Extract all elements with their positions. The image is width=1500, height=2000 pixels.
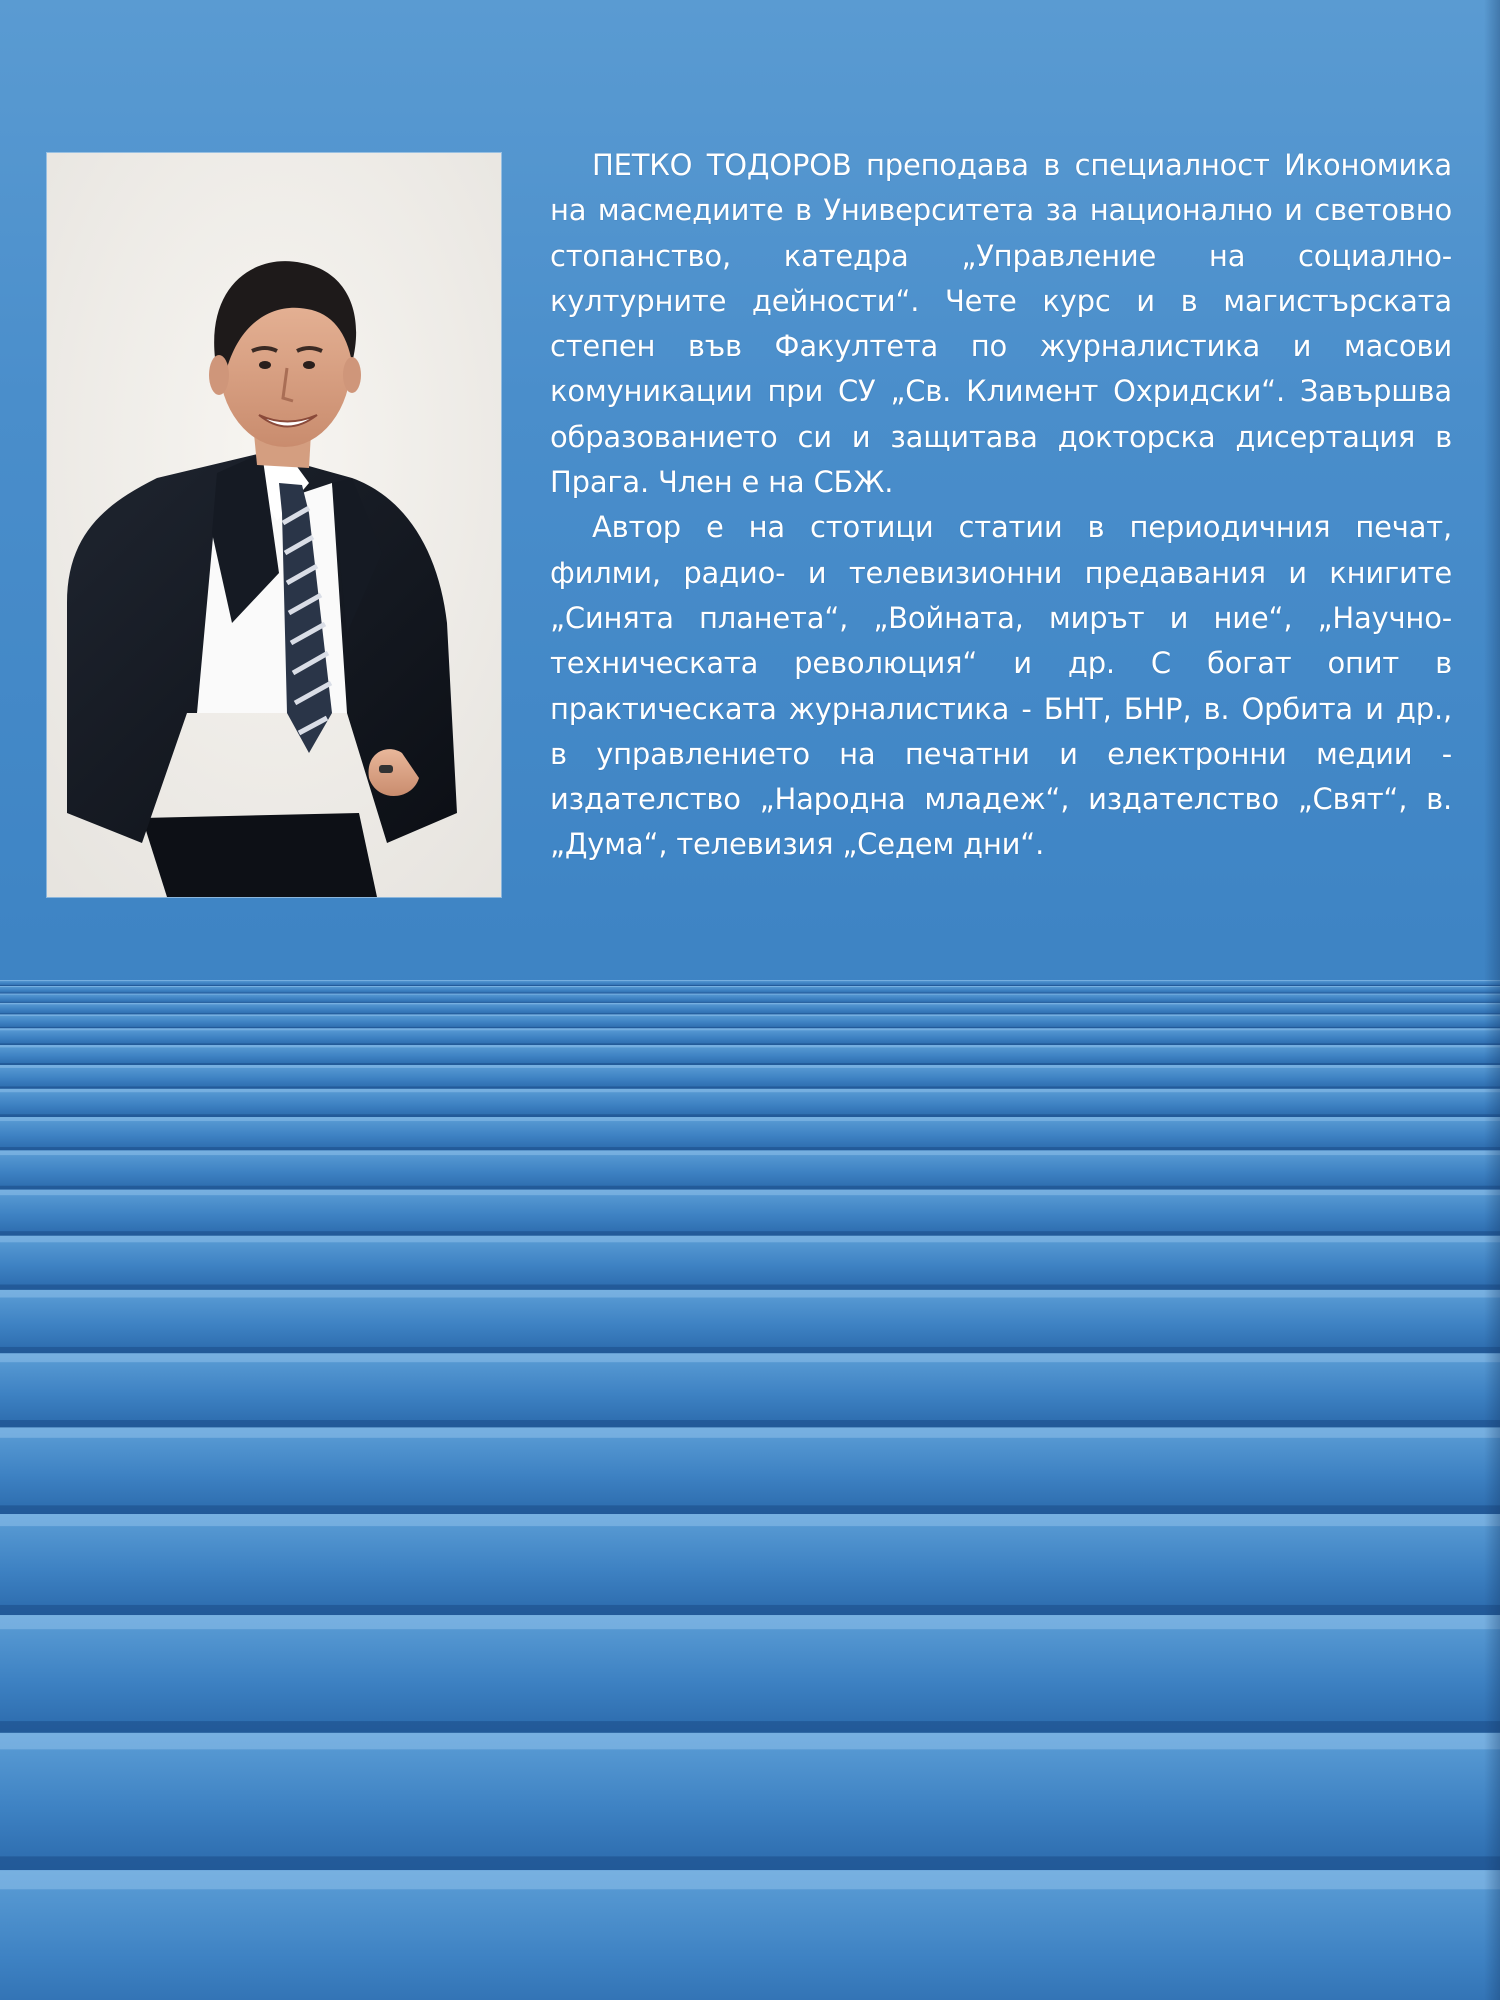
author-photo — [47, 153, 501, 897]
wave-band — [0, 1236, 1500, 1290]
wave-highlight — [0, 1190, 1500, 1196]
wave-shadow — [0, 1086, 1500, 1088]
wave-band — [0, 994, 1500, 1003]
wave-shadow — [0, 1856, 1500, 1870]
wave-band — [0, 1615, 1500, 1733]
wave-highlight — [0, 1089, 1500, 1092]
wave-band — [0, 1733, 1500, 1870]
wave-band — [0, 1870, 1500, 2000]
wave-band — [0, 1117, 1500, 1150]
wave-band — [0, 1290, 1500, 1353]
wave-highlight — [0, 1003, 1500, 1004]
wave-band — [0, 1150, 1500, 1189]
wave-shadow — [0, 985, 1500, 986]
wave-band — [0, 1514, 1500, 1615]
wave-highlight — [0, 1117, 1500, 1121]
wave-band — [0, 1028, 1500, 1045]
wave-highlight — [0, 980, 1500, 981]
wave-highlight — [0, 986, 1500, 987]
wave-highlight — [0, 1045, 1500, 1047]
wave-highlight — [0, 1236, 1500, 1242]
wave-highlight — [0, 1290, 1500, 1298]
wave-shadow — [0, 1285, 1500, 1290]
wave-band — [0, 1065, 1500, 1089]
wave-highlight — [0, 1028, 1500, 1030]
wave-band — [0, 1353, 1500, 1427]
wave-highlight — [0, 1870, 1500, 1889]
wave-shadow — [0, 1186, 1500, 1190]
author-portrait-icon — [47, 153, 501, 897]
wave-highlight — [0, 1065, 1500, 1068]
wave-band — [0, 1427, 1500, 1514]
wave-shadow — [0, 1002, 1500, 1003]
wave-shadow — [0, 1420, 1500, 1427]
wave-shadow — [0, 1063, 1500, 1065]
wave-highlight — [0, 1514, 1500, 1526]
wave-shadow — [0, 1505, 1500, 1514]
wave-shadow — [0, 1721, 1500, 1733]
wave-band — [0, 1190, 1500, 1236]
wave-highlight — [0, 994, 1500, 995]
wave-shadow — [0, 993, 1500, 994]
wave-highlight — [0, 1014, 1500, 1016]
wave-highlight — [0, 1150, 1500, 1155]
wave-shadow — [0, 1114, 1500, 1117]
bio-paragraph-1: ПЕТКО ТОДОРОВ преподава в специалност Икономика на масмедиите в Университета за национално и световно стопанство, катедра „Управление на социално-културните дейности“. Чете курс и в магистърската степен във Факултета по журналистика и масови комуникации при СУ „Св. Климент Охридски“. Завършва образованието си и защитава докторска дисертация в Прага. Член е на СБЖ. — [550, 148, 1452, 500]
wave-highlight — [0, 1733, 1500, 1749]
wave-shadow — [0, 1043, 1500, 1045]
wave-shadow — [0, 1027, 1500, 1028]
wave-shadow — [0, 1605, 1500, 1615]
wave-highlight — [0, 1353, 1500, 1362]
wave-shadow — [0, 1147, 1500, 1150]
bio-paragraph-2: Автор е на стотици статии в периодичния печат, филми, радио- и телевизионни предавания и книгите „Синята планета“, „Войната, мирът и ние“, „Научно-техническата революция“ и др. С богат опит в практическата журналистика - БНТ, БНР, в. Орбита и др., в управлението на печатни и електронни медии - издателство „Народна младеж“, издателство „Свят“, в. „Дума“, телевизия „Седем дни“. — [550, 510, 1452, 862]
wave-pattern-background — [0, 980, 1500, 2000]
wave-highlight — [0, 1615, 1500, 1629]
wave-band — [0, 1045, 1500, 1065]
wave-highlight — [0, 1427, 1500, 1437]
wave-shadow — [0, 1231, 1500, 1236]
wave-band — [0, 986, 1500, 994]
wave-band — [0, 1014, 1500, 1028]
author-biography — [550, 143, 1452, 868]
wave-shadow — [0, 1013, 1500, 1014]
wave-shadow — [0, 1347, 1500, 1353]
spine-edge — [1484, 0, 1500, 2000]
wave-band — [0, 1089, 1500, 1117]
wave-band — [0, 1003, 1500, 1014]
